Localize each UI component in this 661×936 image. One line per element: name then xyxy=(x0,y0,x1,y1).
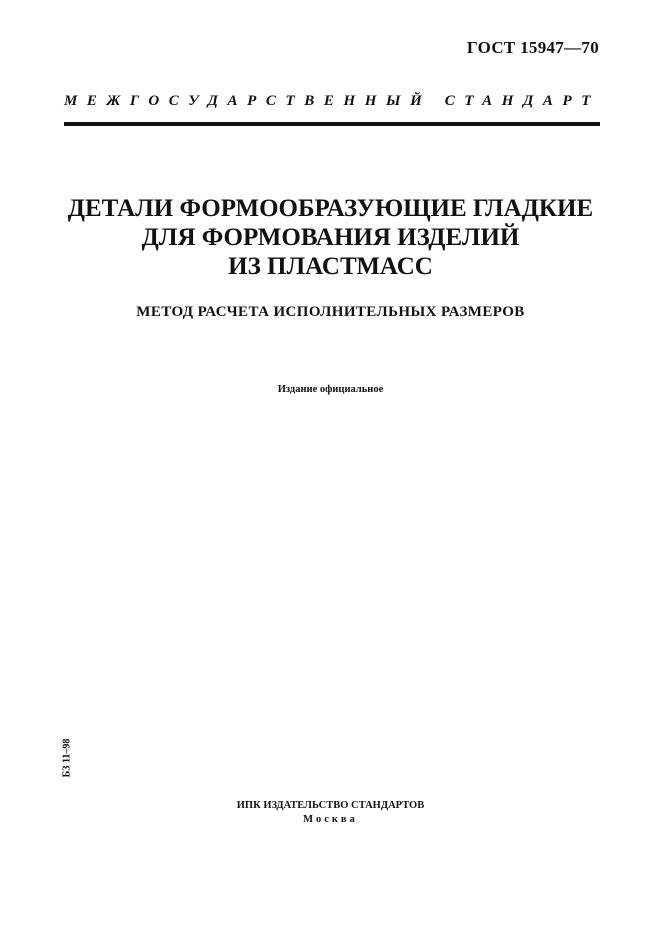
document-number: ГОСТ 15947—70 xyxy=(466,38,599,57)
side-code: БЗ 11–98 xyxy=(61,738,73,778)
title-line-3: ИЗ ПЛАСТМАСС xyxy=(228,253,433,280)
title-line-1: ДЕТАЛИ ФОРМООБРАЗУЮЩИЕ ГЛАДКИЕ xyxy=(67,195,594,222)
title-line-2: ДЛЯ ФОРМОВАНИЯ ИЗДЕЛИЙ xyxy=(141,224,520,251)
document-title xyxy=(0,194,661,281)
publisher-name: ИПК ИЗДАТЕЛЬСТВО СТАНДАРТОВ xyxy=(236,800,425,811)
standard-type-heading: МЕЖГОСУДАРСТВЕННЫЙ СТАНДАРТ xyxy=(64,93,601,109)
document-subtitle: МЕТОД РАСЧЕТА ИСПОЛНИТЕЛЬНЫХ РАЗМЕРОВ xyxy=(136,304,525,320)
header-divider xyxy=(64,122,600,126)
edition-label: Издание официальное xyxy=(277,384,384,395)
side-code-container xyxy=(58,730,76,786)
publisher-city: Москва xyxy=(303,814,358,825)
